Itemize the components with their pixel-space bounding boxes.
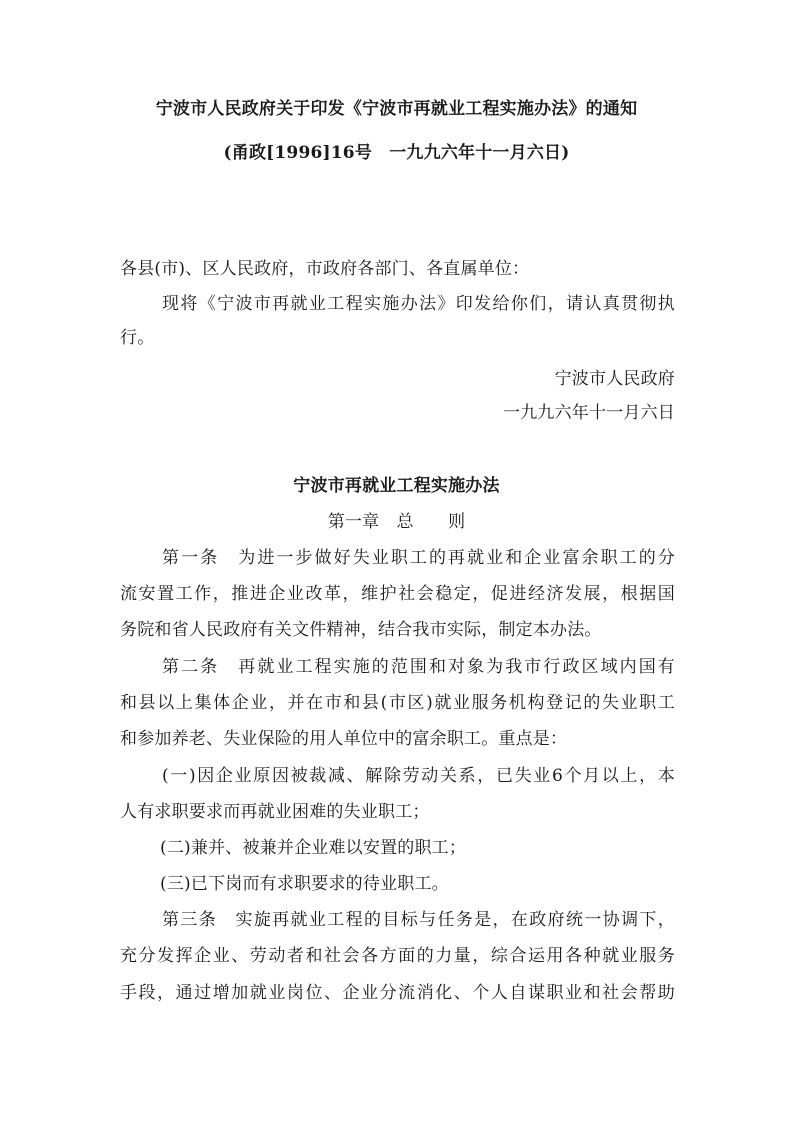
list-item: (二)兼并、被兼并企业难以安置的职工； [160,838,467,858]
paragraph-line: 第三条 实旋再就业工程的目标与任务是，在政府统一协调下， [162,910,675,930]
measures-title: 宁波市再就业工程实施办法 [293,476,500,496]
list-item: 人有求职要求而再就业困难的失业职工； [120,802,430,822]
list-item: (一)因企业原因被裁减、解除劳动关系，已失业6个月以上，本 [162,766,675,786]
paragraph-line: 和参加养老、失业保险的用人单位中的富余职工。重点是： [120,729,568,749]
notice-body-line: 行。 [120,328,155,348]
document-title: 宁波市人民政府关于印发《宁波市再就业工程实施办法》的通知 [155,99,638,119]
notice-body-line: 现将《宁波市再就业工程实施办法》印发给你们，请认真贯彻执 [162,294,675,314]
paragraph-line: 第二条 再就业工程实施的范围和对象为我市行政区域内国有 [162,657,675,677]
document-reference: (甬政[1996]16号 一九九六年十一月六日) [223,143,570,163]
paragraph-line: 第一条 为进一步做好失业职工的再就业和企业富余职工的分 [162,548,675,568]
salutation: 各县(市)、区人民政府，市政府各部门、各直属单位： [120,259,530,279]
paragraph-line: 务院和省人民政府有关文件精神，结合我市实际，制定本办法。 [120,620,602,640]
list-item: (三)已下岗而有求职要求的待业职工。 [160,874,449,894]
chapter-heading: 第一章 总 则 [327,512,466,532]
paragraph-line: 和县以上集体企业，并在市和县(市区)就业服务机构登记的失业职工 [120,693,675,713]
paragraph-line: 充分发挥企业、劳动者和社会各方面的力量，综合运用各种就业服务 [120,946,675,966]
paragraph-line: 流安置工作，推进企业改革，维护社会稳定，促进经济发展，根据国 [120,584,675,604]
signature: 宁波市人民政府 [554,369,675,389]
signature-date: 一九九六年十一月六日 [503,403,675,423]
paragraph-line: 手段，通过增加就业岗位、企业分流消化、个人自谋职业和社会帮助 [120,983,675,1003]
